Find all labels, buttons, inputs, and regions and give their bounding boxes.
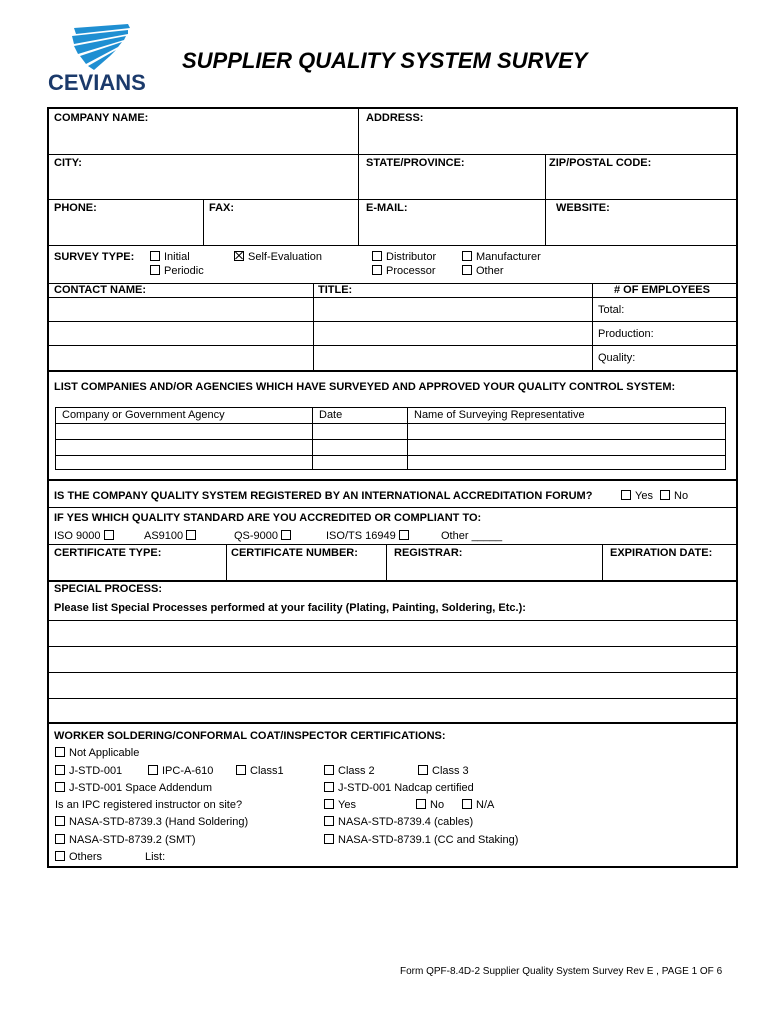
survey-distributor-option[interactable] xyxy=(372,251,436,263)
checkbox-icon[interactable] xyxy=(236,765,246,775)
checkbox-icon[interactable] xyxy=(418,765,428,775)
option-label: Self-Evaluation xyxy=(248,251,322,263)
option-label: ISO 9000 xyxy=(54,530,101,542)
divider xyxy=(48,507,737,508)
checkbox-icon[interactable] xyxy=(186,530,196,540)
divider xyxy=(48,199,737,200)
not-applicable-option[interactable] xyxy=(55,747,139,759)
title-label: TITLE: xyxy=(318,284,353,296)
checkbox-icon[interactable] xyxy=(416,799,426,809)
smt-option[interactable] xyxy=(55,834,196,846)
option-label: J-STD-001 xyxy=(69,765,123,777)
column-header: Name of Surveying Representative xyxy=(414,409,585,421)
checkbox-icon[interactable] xyxy=(462,251,472,261)
city-label: CITY: xyxy=(54,157,82,169)
option-label: J-STD-001 Nadcap certified xyxy=(338,782,474,794)
divider xyxy=(203,199,204,245)
email-label: E-MAIL: xyxy=(366,202,408,214)
instructor-yes-option[interactable] xyxy=(324,799,356,811)
survey-initial-option[interactable] xyxy=(150,251,190,263)
table-row-divider xyxy=(55,439,726,440)
divider xyxy=(48,672,737,673)
option-label: Others xyxy=(69,851,103,863)
divider xyxy=(48,698,737,699)
option-label: Initial xyxy=(164,251,190,263)
fax-label: FAX: xyxy=(209,202,235,214)
divider xyxy=(545,154,546,245)
isots-option[interactable] xyxy=(326,530,413,542)
option-label: J-STD-001 Space Addendum xyxy=(69,782,213,794)
divider xyxy=(48,580,737,582)
form-frame xyxy=(47,107,738,868)
divider xyxy=(48,620,737,621)
divider xyxy=(48,722,737,724)
surveyed-heading: LIST COMPANIES AND/OR AGENCIES WHICH HAVE SURVEYED AND APPROVED YOUR QUALITY CONTROL SYSTEM: xyxy=(54,381,676,393)
checkbox-icon[interactable] xyxy=(55,816,65,826)
table-col-divider xyxy=(407,407,408,470)
option-label: ISO/TS 16949 xyxy=(326,530,396,542)
checkbox-icon[interactable] xyxy=(660,490,670,500)
checkbox-icon[interactable] xyxy=(55,765,65,775)
option-label: Yes xyxy=(635,490,653,502)
divider xyxy=(48,544,737,545)
ipc-instructor-question: Is an IPC registered instructor on site? xyxy=(55,799,243,811)
worker-heading: WORKER SOLDERING/CONFORMAL COAT/INSPECTOR CERTIFICATIONS: xyxy=(54,730,446,742)
checkbox-icon[interactable] xyxy=(462,265,472,275)
checkbox-icon[interactable] xyxy=(55,782,65,792)
divider xyxy=(592,283,593,371)
cevians-logo xyxy=(44,22,160,96)
divider xyxy=(313,283,314,371)
checkbox-icon[interactable] xyxy=(104,530,114,540)
option-label: Class 3 xyxy=(432,765,469,777)
checkbox-icon[interactable] xyxy=(324,799,334,809)
as9100-option[interactable] xyxy=(144,530,200,542)
class3-option[interactable] xyxy=(418,765,469,777)
registrar-label: REGISTRAR: xyxy=(394,547,463,559)
survey-type-label: SURVEY TYPE: xyxy=(54,251,135,263)
form-footer: Form QPF-8.4D-2 Supplier Quality System Survey Rev E , PAGE 1 OF 6 xyxy=(400,966,723,977)
jstd001-option[interactable] xyxy=(55,765,122,777)
class2-option[interactable] xyxy=(324,765,375,777)
logo-swoosh-icon xyxy=(44,22,160,72)
checkbox-icon[interactable] xyxy=(324,765,334,775)
phone-label: PHONE: xyxy=(54,202,97,214)
option-label: Periodic xyxy=(164,265,204,277)
divider xyxy=(48,345,737,346)
instructor-no-option[interactable] xyxy=(416,799,444,811)
company-name-label: COMPANY NAME: xyxy=(54,112,149,124)
address-label: ADDRESS: xyxy=(366,112,424,124)
zip-label: ZIP/POSTAL CODE: xyxy=(549,157,652,169)
option-label: N/A xyxy=(476,799,495,811)
option-label: NASA-STD-8739.4 (cables) xyxy=(338,816,474,828)
option-label: No xyxy=(430,799,445,811)
option-label: Processor xyxy=(386,265,436,277)
checkbox-icon[interactable] xyxy=(281,530,291,540)
cc-staking-option[interactable] xyxy=(324,834,518,846)
divider xyxy=(48,245,737,246)
checkbox-icon[interactable] xyxy=(399,530,409,540)
table-col-divider xyxy=(312,407,313,470)
option-label: AS9100 xyxy=(144,530,184,542)
checkbox-icon[interactable] xyxy=(55,834,65,844)
checkbox-icon[interactable] xyxy=(324,782,334,792)
checked-checkbox-icon[interactable] xyxy=(234,251,244,261)
option-label: QS-9000 xyxy=(234,530,279,542)
registration-no-option[interactable] xyxy=(660,490,688,502)
checkbox-icon[interactable] xyxy=(372,265,382,275)
standard-question: IF YES WHICH QUALITY STANDARD ARE YOU ACCREDITED OR COMPLIANT TO: xyxy=(54,512,482,524)
divider xyxy=(48,646,737,647)
hand-soldering-option[interactable] xyxy=(55,816,248,828)
state-label: STATE/PROVINCE: xyxy=(366,157,465,169)
option-label: Class1 xyxy=(250,765,284,777)
production-label: Production: xyxy=(598,328,654,340)
survey-periodic-option[interactable] xyxy=(150,265,204,277)
total-label: Total: xyxy=(598,304,625,316)
nadcap-option[interactable] xyxy=(324,782,474,794)
checkbox-icon[interactable] xyxy=(55,747,65,757)
divider xyxy=(226,544,227,580)
option-label: Other xyxy=(476,265,504,277)
option-label: NASA-STD-8739.3 (Hand Soldering) xyxy=(69,816,249,828)
option-label: IPC-A-610 xyxy=(162,765,214,777)
option-label: No xyxy=(674,490,689,502)
divider xyxy=(48,321,737,322)
table-row-divider xyxy=(55,423,726,424)
survey-other-option[interactable] xyxy=(462,265,504,277)
checkbox-icon[interactable] xyxy=(150,265,160,275)
divider xyxy=(48,154,737,155)
ipca610-option[interactable] xyxy=(148,765,213,777)
checkbox-icon[interactable] xyxy=(372,251,382,261)
cert-number-label: CERTIFICATE NUMBER: xyxy=(231,547,358,559)
checkbox-icon[interactable] xyxy=(324,834,334,844)
option-label: Distributor xyxy=(386,251,437,263)
survey-manufacturer-option[interactable] xyxy=(462,251,541,263)
checkbox-icon[interactable] xyxy=(621,490,631,500)
column-header: Company or Government Agency xyxy=(62,409,225,421)
checkbox-icon[interactable] xyxy=(55,851,65,861)
option-label: Not Applicable xyxy=(69,747,140,759)
option-label: NASA-STD-8739.1 (CC and Staking) xyxy=(338,834,519,846)
instructor-na-option[interactable] xyxy=(462,799,494,811)
website-label: WEBSITE: xyxy=(556,202,610,214)
others-option[interactable] xyxy=(55,851,102,863)
divider xyxy=(48,297,737,298)
employees-label: # OF EMPLOYEES xyxy=(614,284,710,296)
checkbox-icon[interactable] xyxy=(150,251,160,261)
special-instruction: Please list Special Processes performed at your facility (Plating, Painting, Soldering, Etc.): xyxy=(54,602,526,614)
column-header: Date xyxy=(319,409,343,421)
checkbox-icon[interactable] xyxy=(148,765,158,775)
divider xyxy=(358,108,359,245)
expiration-label: EXPIRATION DATE: xyxy=(610,547,713,559)
checkbox-icon[interactable] xyxy=(324,816,334,826)
table-row-divider xyxy=(55,455,726,456)
divider xyxy=(386,544,387,580)
survey-processor-option[interactable] xyxy=(372,265,436,277)
others-list-label: List: xyxy=(145,851,166,863)
space-addendum-option[interactable] xyxy=(55,782,212,794)
cables-option[interactable] xyxy=(324,816,473,828)
option-label: Class 2 xyxy=(338,765,375,777)
iso9000-option[interactable] xyxy=(54,530,118,542)
divider xyxy=(48,479,737,481)
registration-yes-option[interactable] xyxy=(621,490,653,502)
page-title: SUPPLIER QUALITY SYSTEM SURVEY xyxy=(182,48,588,73)
contact-name-label: CONTACT NAME: xyxy=(54,284,147,296)
divider xyxy=(48,370,737,372)
special-heading: SPECIAL PROCESS: xyxy=(54,583,162,595)
survey-self-evaluation-option[interactable] xyxy=(234,251,322,263)
cert-type-label: CERTIFICATE TYPE: xyxy=(54,547,162,559)
option-label: Yes xyxy=(338,799,356,811)
other-standard-field[interactable]: Other _____ xyxy=(441,530,503,542)
option-label: NASA-STD-8739.2 (SMT) xyxy=(69,834,196,846)
qs9000-option[interactable] xyxy=(234,530,295,542)
checkbox-icon[interactable] xyxy=(462,799,472,809)
quality-label: Quality: xyxy=(598,352,636,364)
registration-question: IS THE COMPANY QUALITY SYSTEM REGISTERED BY AN INTERNATIONAL ACCREDITATION FORUM? xyxy=(54,490,593,502)
divider xyxy=(602,544,603,580)
logo-wordmark: CEVIANS xyxy=(48,70,146,95)
option-label: Manufacturer xyxy=(476,251,541,263)
class1-option[interactable] xyxy=(236,765,284,777)
